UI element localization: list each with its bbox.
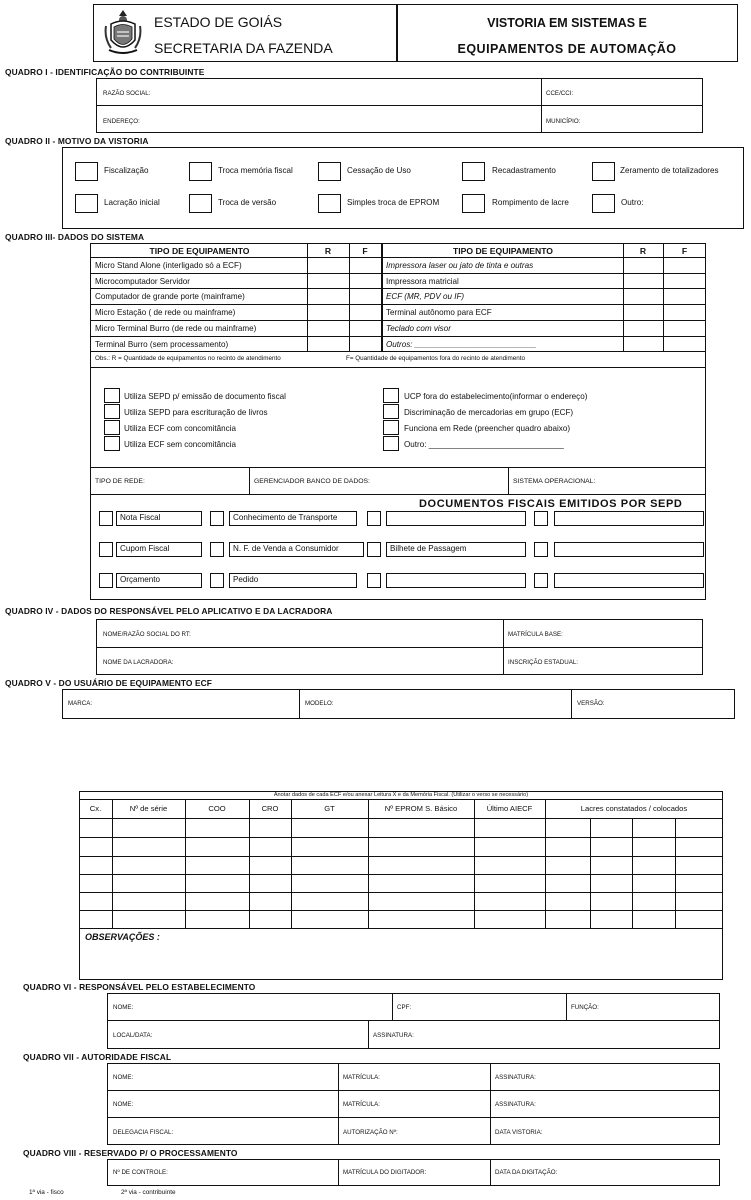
q5-versao: VERSÃO:: [577, 700, 605, 707]
q5-col-serie: Nº de série: [129, 804, 168, 813]
q7-autorizacao: AUTORIZAÇÃO Nº:: [343, 1129, 398, 1136]
q3-doc-field-6[interactable]: N. F. de Venda a Consumidor: [229, 542, 364, 557]
form-title-line1: VISTORIA EM SISTEMAS E: [487, 16, 647, 30]
q3-check-sepd-emissao[interactable]: [104, 388, 120, 403]
q3-doc-check-5[interactable]: [99, 542, 113, 557]
q8-matricula-digitador: MATRÍCULA DO DIGITADOR:: [343, 1169, 427, 1176]
q3-doc-check-2[interactable]: [210, 511, 224, 526]
q5-note: Anotar dados de cada ECF e/ou anexar Leitura X e da Memória Fiscal. (Utilizar o verso se necessário): [273, 792, 529, 798]
q6-funcao: FUNÇÃO:: [571, 1004, 599, 1011]
q5-ecf-table: [79, 791, 723, 980]
q3-doc-field-1[interactable]: Nota Fiscal: [116, 511, 202, 526]
q4-nome-rt: NOME/RAZÃO SOCIAL DO RT:: [103, 631, 191, 638]
q3-doc-check-7[interactable]: [367, 542, 381, 557]
q3-right-item-5: Teclado com visor: [386, 324, 451, 333]
q3-left-item-1: Micro Stand Alone (interligado só a ECF): [95, 261, 242, 270]
q3-doc-field-8[interactable]: [554, 542, 704, 557]
q3-title: QUADRO III- DADOS DO SISTEMA: [5, 232, 145, 242]
q5-marca-box: [62, 689, 735, 719]
q3-check-label-1: Utiliza SEPD p/ emissão de documento fiscal: [124, 392, 286, 401]
q3-left-item-3: Computador de grande porte (mainframe): [95, 292, 245, 301]
q3-right-item-4: Terminal autônomo para ECF: [386, 308, 492, 317]
q3-doc-check-4[interactable]: [534, 511, 548, 526]
q3-obs-f: F= Quantidade de equipamentos fora do recinto de atendimento: [346, 355, 526, 362]
q2-label-outro: Outro:: [621, 198, 644, 207]
q5-col-aiecf: Último AIECF: [486, 804, 533, 813]
q3-doc-check-12[interactable]: [534, 573, 548, 588]
q7-assinatura-1: ASSINATURA:: [495, 1074, 536, 1081]
q3-doc-field-12[interactable]: [554, 573, 704, 588]
q3-left-item-6: Terminal Burro (sem processamento): [95, 340, 229, 349]
q1-endereco-label: ENDEREÇO:: [103, 118, 140, 125]
q2-check-lacracao[interactable]: [75, 194, 98, 213]
q5-col-cro: CRO: [261, 804, 279, 813]
q3-doc-field-4[interactable]: [554, 511, 704, 526]
q2-label-troca-versao: Troca de versão: [218, 198, 277, 207]
q2-check-troca-eprom[interactable]: [318, 194, 341, 213]
q5-marca: MARCA:: [68, 700, 93, 707]
q7-assinatura-2: ASSINATURA:: [495, 1101, 536, 1108]
q3-col-tipo-left: TIPO DE EQUIPAMENTO: [149, 246, 250, 256]
q3-doc-field-3[interactable]: [386, 511, 526, 526]
q3-col-r-right: R: [639, 246, 647, 256]
q3-col-r-left: R: [324, 246, 332, 256]
q8-data-digitacao: DATA DA DIGITAÇÃO:: [495, 1169, 558, 1176]
q5-modelo: MODELO:: [305, 700, 334, 707]
q3-doc-check-9[interactable]: [99, 573, 113, 588]
q4-inscricao: INSCRIÇÃO ESTADUAL:: [508, 659, 579, 666]
q2-check-outro[interactable]: [592, 194, 615, 213]
q3-col-tipo-right: TIPO DE EQUIPAMENTO: [453, 246, 553, 256]
q6-local: LOCAL/DATA:: [113, 1032, 153, 1039]
q5-observacoes: OBSERVAÇÕES :: [85, 932, 160, 942]
footer-via2: 2ª via - contribuinte: [121, 1189, 176, 1196]
q3-doc-field-2[interactable]: Conhecimento de Transporte: [229, 511, 357, 526]
q7-box: [107, 1063, 720, 1145]
q1-municipio-label: MUNICÍPIO:: [546, 118, 581, 125]
q3-right-item-2: Impressora matricial: [386, 277, 459, 286]
q5-col-coo: COO: [208, 804, 226, 813]
q7-nome-1: NOME:: [113, 1074, 134, 1081]
q2-check-fiscalizacao[interactable]: [75, 162, 98, 181]
q3-col-f-left: F: [362, 246, 368, 256]
q3-doc-field-11[interactable]: [386, 573, 526, 588]
q8-controle: Nº DE CONTROLE:: [113, 1169, 168, 1176]
q2-check-zeramento[interactable]: [592, 162, 615, 181]
footer-via1: 1ª via - fisco: [29, 1189, 64, 1196]
q7-nome-2: NOME:: [113, 1101, 134, 1108]
header-state: ESTADO DE GOIÁS: [154, 14, 283, 30]
q6-cpf: CPF:: [397, 1004, 412, 1011]
q3-check-ecf-com[interactable]: [104, 420, 120, 435]
q3-doc-check-3[interactable]: [367, 511, 381, 526]
q3-check-label-4: Utiliza ECF sem concomitância: [124, 440, 236, 449]
q2-label-troca-memoria: Troca memória fiscal: [218, 166, 293, 175]
q3-doc-check-1[interactable]: [99, 511, 113, 526]
q3-check-discriminacao[interactable]: [383, 404, 399, 419]
q2-check-rompimento[interactable]: [462, 194, 485, 213]
q3-right-item-1: Impressora laser ou jato de tinta e outras: [386, 261, 534, 270]
q2-check-troca-versao[interactable]: [189, 194, 212, 213]
q4-title: QUADRO IV - DADOS DO RESPONSÁVEL PELO APLICATIVO E DA LACRADORA: [5, 606, 333, 616]
q7-delegacia: DELEGACIA FISCAL:: [113, 1129, 174, 1136]
q3-gerenciador: GERENCIADOR BANCO DE DADOS:: [254, 478, 370, 485]
q3-doc-check-6[interactable]: [210, 542, 224, 557]
q5-title: QUADRO V - DO USUÁRIO DE EQUIPAMENTO ECF: [5, 678, 213, 688]
coat-of-arms-logo: [103, 8, 143, 58]
q6-title: QUADRO VI - RESPONSÁVEL PELO ESTABELECIMENTO: [23, 982, 256, 992]
q4-matricula-base: MATRÍCULA BASE:: [508, 631, 563, 638]
q3-sistema-op: SISTEMA OPERACIONAL:: [513, 478, 596, 485]
q3-check-label-6: Discriminação de mercadorias em grupo (ECF): [404, 408, 574, 417]
q3-check-label-2: Utiliza SEPD para escrituração de livros: [124, 408, 268, 417]
q3-check-rede[interactable]: [383, 420, 399, 435]
q2-label-recadastramento: Recadastramento: [492, 166, 556, 175]
q8-title: QUADRO VIII - RESERVADO P/ O PROCESSAMENTO: [23, 1148, 238, 1158]
q3-check-outro[interactable]: [383, 436, 399, 451]
q5-col-gt: GT: [324, 804, 335, 813]
q3-doc-field-5[interactable]: Cupom Fiscal: [116, 542, 202, 557]
q5-col-cx: Cx.: [89, 804, 102, 813]
q2-check-troca-memoria[interactable]: [189, 162, 212, 181]
q3-check-sepd-livros[interactable]: [104, 404, 120, 419]
q5-col-lacres: Lacres constatados / colocados: [580, 804, 688, 813]
q3-left-item-4: Micro Estação ( de rede ou mainframe): [95, 308, 236, 317]
form-title-line2: EQUIPAMENTOS DE AUTOMAÇÃO: [457, 42, 677, 56]
q3-right-item-6: Outros: ___________________________: [386, 340, 537, 349]
q1-cce-label: CCE/CCI:: [546, 90, 574, 97]
q1-title: QUADRO I - IDENTIFICAÇÃO DO CONTRIBUINTE: [5, 67, 205, 77]
q3-doc-check-8[interactable]: [534, 542, 548, 557]
q3-doc-field-10[interactable]: Pedido: [229, 573, 357, 588]
q3-tipo-rede: TIPO DE REDE:: [95, 478, 145, 485]
q3-check-label-8: Outro: ______________________________: [404, 440, 564, 449]
q2-label-rompimento: Rompimento de lacre: [492, 198, 569, 207]
q7-title: QUADRO VII - AUTORIDADE FISCAL: [23, 1052, 172, 1062]
q2-label-troca-eprom: Simples troca de EPROM: [347, 198, 440, 207]
header-secretariat: SECRETARIA DA FAZENDA: [154, 40, 333, 56]
q2-label-lacracao: Lacração inicial: [104, 198, 160, 207]
q2-title: QUADRO II - MOTIVO DA VISTORIA: [5, 136, 149, 146]
q3-check-ucp-fora[interactable]: [383, 388, 399, 403]
q3-doc-check-10[interactable]: [210, 573, 224, 588]
q2-check-recadastramento[interactable]: [462, 162, 485, 181]
q3-doc-check-11[interactable]: [367, 573, 381, 588]
q1-razao-label: RAZÃO SOCIAL:: [103, 90, 151, 97]
q3-obs-r: Obs.: R = Quantidade de equipamentos no recinto de atendimento: [95, 355, 281, 362]
q3-left-item-2: Microcomputador Servidor: [95, 277, 190, 286]
q6-box: [107, 993, 720, 1049]
q3-docs-title: DOCUMENTOS FISCAIS EMITIDOS POR SEPD: [419, 498, 683, 510]
q3-col-f-right: F: [681, 246, 688, 256]
q3-check-label-3: Utiliza ECF com concomitância: [124, 424, 236, 433]
q3-check-label-5: UCP fora do estabelecimento(informar o endereço): [404, 392, 588, 401]
q2-label-cessacao: Cessação de Uso: [347, 166, 411, 175]
q6-nome: NOME:: [113, 1004, 134, 1011]
q3-left-item-5: Micro Terminal Burro (de rede ou mainframe): [95, 324, 257, 333]
q3-check-ecf-sem[interactable]: [104, 436, 120, 451]
q7-matricula-2: MATRÍCULA:: [343, 1101, 381, 1108]
q4-nome-lacradora: NOME DA LACRADORA:: [103, 659, 174, 666]
q2-label-fiscalizacao: Fiscalização: [104, 166, 149, 175]
q3-doc-field-9[interactable]: Orçamento: [116, 573, 202, 588]
q3-doc-field-7[interactable]: Bilhete de Passagem: [386, 542, 526, 557]
q7-matricula-1: MATRÍCULA:: [343, 1074, 381, 1081]
q6-assinatura: ASSINATURA:: [373, 1032, 414, 1039]
q3-check-label-7: Funciona em Rede (preencher quadro abaixo): [404, 424, 571, 433]
q5-col-eprom: Nº EPROM S. Básico: [384, 804, 458, 813]
q7-data-vistoria: DATA VISTORIA:: [495, 1129, 543, 1136]
q2-box: [62, 147, 744, 229]
q3-right-item-3: ECF (MR, PDV ou IF): [386, 292, 465, 301]
q2-label-zeramento: Zeramento de totalizadores: [620, 166, 719, 175]
q2-check-cessacao[interactable]: [318, 162, 341, 181]
